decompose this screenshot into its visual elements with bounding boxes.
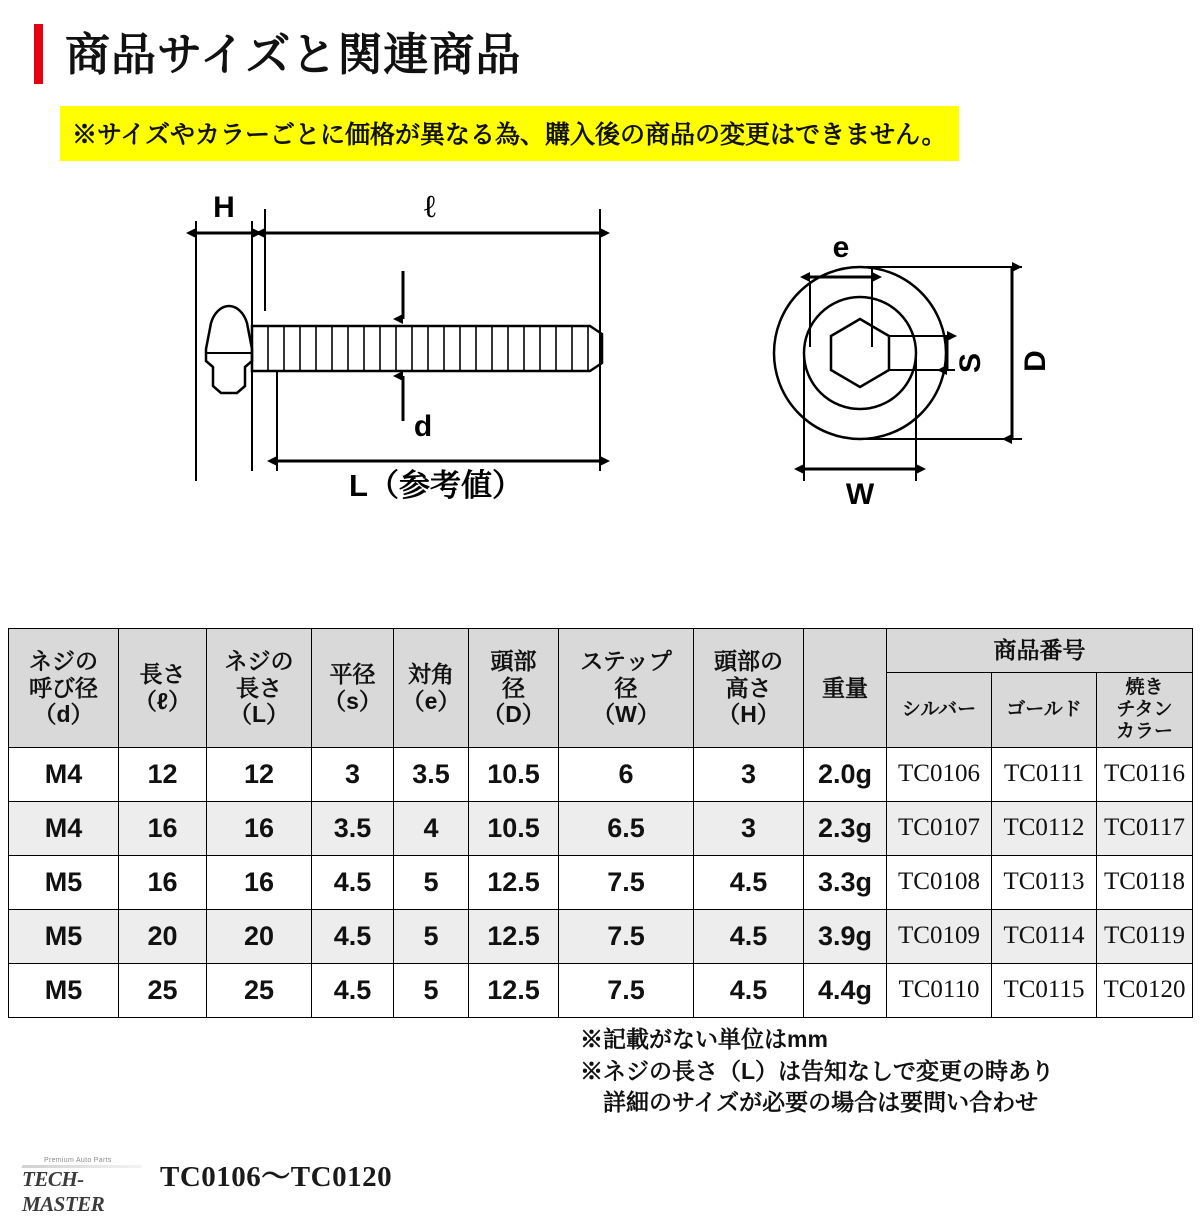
cell-weight: 2.0g [804,747,887,801]
footnotes [580,1024,1054,1119]
cell-across-corners: 5 [394,909,469,963]
col-header-across-flats: 平径 （s） [312,629,394,748]
svg-text:S: S [954,352,987,374]
spec-table [8,628,1193,1018]
table-row [9,747,1193,801]
svg-text:e: e [832,231,850,264]
notice-banner-wrap [60,106,1166,161]
col-header-part-number-group: 商品番号 [887,629,1193,673]
cell-part-number-titanium: TC0120 [1097,963,1193,1017]
cell-part-number-silver: TC0106 [887,747,992,801]
cell-part-number-gold: TC0113 [992,855,1097,909]
cell-length-l: 16 [119,855,207,909]
cell-nominal-diameter: M5 [9,963,119,1017]
table-row [9,801,1193,855]
cell-part-number-silver: TC0110 [887,963,992,1017]
svg-text:L（参考値）: L（参考値） [349,468,523,503]
cell-part-number-titanium: TC0118 [1097,855,1193,909]
cell-head-height: 4.5 [694,963,804,1017]
spec-table-header-row-1 [9,629,1193,673]
col-header-across-corners: 対角 （e） [394,629,469,748]
cell-length-l: 16 [119,801,207,855]
cell-head-diameter: 12.5 [469,963,559,1017]
cell-weight: 4.4g [804,963,887,1017]
cell-across-corners: 4 [394,801,469,855]
cell-head-diameter: 10.5 [469,747,559,801]
cell-part-number-silver: TC0109 [887,909,992,963]
col-header-part-number-titanium: 焼き チタン カラー [1097,673,1193,748]
col-header-step-diameter: ステップ 径 （W） [559,629,694,748]
cell-part-number-gold: TC0111 [992,747,1097,801]
svg-text:W: W [845,478,875,511]
cell-across-corners: 5 [394,855,469,909]
col-header-part-number-silver: シルバー [887,673,992,748]
cell-head-height: 3 [694,747,804,801]
cell-length-l: 12 [119,747,207,801]
page-footer [0,1148,1200,1216]
cell-nominal-diameter: M4 [9,801,119,855]
footnote-line: ※記載がない単位はmm [580,1026,828,1052]
logo-wordmark: TECH-MASTER [22,1167,105,1216]
cell-across-flats: 4.5 [312,963,394,1017]
cell-part-number-silver: TC0107 [887,801,992,855]
notice-banner: ※サイズやカラーごとに価格が異なる為、購入後の商品の変更はできません。 [60,106,959,161]
cell-head-height: 4.5 [694,909,804,963]
cell-thread-length: 25 [207,963,312,1017]
col-header-head-diameter: 頭部 径 （D） [469,629,559,748]
table-row [9,855,1193,909]
spec-table-wrap [8,628,1192,1018]
footer-part-number-range: TC0106〜TC0120 [160,1160,393,1193]
page-title: 商品サイズと関連商品 [65,28,522,80]
cell-across-flats: 4.5 [312,855,394,909]
table-row [9,963,1193,1017]
cell-thread-length: 16 [207,801,312,855]
cell-thread-length: 20 [207,909,312,963]
page-header [0,0,1200,84]
cell-across-corners: 3.5 [394,747,469,801]
cell-across-flats: 3 [312,747,394,801]
brand-logo [22,1157,146,1216]
svg-text:H: H [213,191,235,224]
product-dimension-diagram [0,171,1200,591]
svg-text:D: D [1019,350,1052,372]
cell-across-flats: 4.5 [312,909,394,963]
cell-nominal-diameter: M4 [9,747,119,801]
svg-text:ℓ: ℓ [424,188,436,224]
col-header-part-number-gold: ゴールド [992,673,1097,748]
cell-head-diameter: 12.5 [469,909,559,963]
spec-table-head [9,629,1193,748]
cell-head-diameter: 10.5 [469,801,559,855]
cell-part-number-titanium: TC0119 [1097,909,1193,963]
cell-weight: 3.9g [804,909,887,963]
cell-across-flats: 3.5 [312,801,394,855]
cell-length-l: 25 [119,963,207,1017]
cell-part-number-gold: TC0115 [992,963,1097,1017]
cell-head-height: 3 [694,801,804,855]
cell-weight: 2.3g [804,801,887,855]
cell-across-corners: 5 [394,963,469,1017]
cell-head-diameter: 12.5 [469,855,559,909]
footnote-line: 詳細のサイズが必要の場合は要問い合わせ [580,1089,1039,1116]
col-header-weight: 重量 [804,629,887,748]
cell-step-diameter: 6.5 [559,801,694,855]
cell-nominal-diameter: M5 [9,909,119,963]
spec-table-body [9,747,1193,1017]
table-row [9,909,1193,963]
cell-weight: 3.3g [804,855,887,909]
cell-thread-length: 16 [207,855,312,909]
cell-nominal-diameter: M5 [9,855,119,909]
cell-length-l: 20 [119,909,207,963]
col-header-nominal-diameter: ネジの 呼び径 （d） [9,629,119,748]
cell-thread-length: 12 [207,747,312,801]
cell-part-number-titanium: TC0117 [1097,801,1193,855]
logo-tagline: Premium Auto Parts [44,1157,112,1164]
col-header-head-height: 頭部の 高さ （H） [694,629,804,748]
cell-step-diameter: 7.5 [559,855,694,909]
header-accent-bar [34,24,43,84]
cell-part-number-silver: TC0108 [887,855,992,909]
cell-step-diameter: 7.5 [559,909,694,963]
cell-head-height: 4.5 [694,855,804,909]
footnote-line: ※ネジの長さ（L）は告知なしで変更の時あり [580,1057,1055,1084]
cell-step-diameter: 7.5 [559,963,694,1017]
cell-step-diameter: 6 [559,747,694,801]
col-header-length-l: 長さ （ℓ） [119,629,207,748]
col-header-thread-length: ネジの 長さ （L） [207,629,312,748]
svg-text:d: d [413,410,433,443]
cell-part-number-gold: TC0114 [992,909,1097,963]
cell-part-number-gold: TC0112 [992,801,1097,855]
cell-part-number-titanium: TC0116 [1097,747,1193,801]
